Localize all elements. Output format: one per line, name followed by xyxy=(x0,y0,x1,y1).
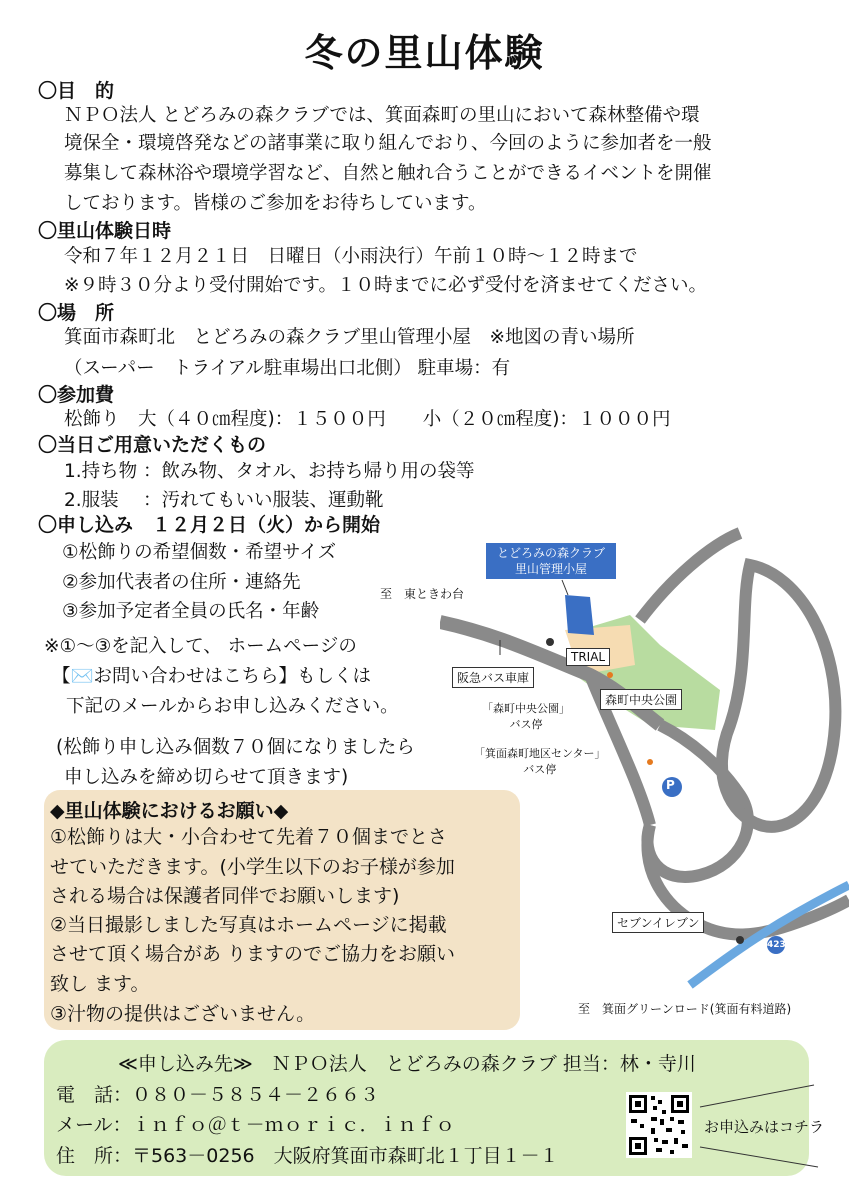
parking-label: P xyxy=(666,778,675,792)
requests-line: させて頂く場合があ りますのでご協力をお願い xyxy=(50,943,456,965)
purpose-line: 募集して森林浴や環境学習など、自然と触れ合うことができるイベントを開催 xyxy=(64,163,712,184)
apply-note: 【✉️お問い合わせはこちら】もしくは xyxy=(52,666,372,687)
requests-line: ①松飾りは大・小合わせて先着７０個までとさ xyxy=(50,826,448,848)
map-label-green-road: 至 箕面グリーンロード(箕面有料道路) xyxy=(578,1002,792,1016)
requests-line: 致し ます。 xyxy=(50,973,150,995)
bus-stop-marker xyxy=(647,759,653,765)
bus-stop-name: 「森町中央公園」 xyxy=(482,702,570,715)
road xyxy=(640,533,740,620)
apply-note: ※①～③を記入して、 ホームページの xyxy=(44,636,357,657)
bus-stop-marker xyxy=(607,672,613,678)
requests-line: ③汁物の提供はございません。 xyxy=(50,1003,316,1025)
page-title: 冬の里山体験 xyxy=(304,31,545,75)
bus-stop-name: 「箕面森町地区センター」 xyxy=(474,747,606,760)
map-label-bus-stop xyxy=(474,745,606,777)
bring-line: 1.持ち物 ：飲み物、タオル、お持ち帰り用の袋等 xyxy=(64,461,475,482)
hut-label-line: 里山管理小屋 xyxy=(514,562,587,576)
purpose-line: ＮＰＯ法人 とどろみの森クラブでは、箕面森町の里山において森林整備や環 xyxy=(64,105,700,126)
contact-header: ≪申し込み先≫ ＮＰＯ法人 とどろみの森クラブ 担当：林・寺川 xyxy=(118,1053,696,1075)
seven-eleven-marker xyxy=(736,936,744,944)
contact-phone[interactable]: 電 話：０８０－５８５４－２６６３ xyxy=(56,1084,380,1106)
purpose-line: しております。皆様のご参加をお待ちしています。 xyxy=(64,193,487,214)
requests-heading: ◆里山体験におけるお願い◆ xyxy=(50,800,289,822)
bus-stop-word: バス停 xyxy=(509,718,543,731)
place-heading: 〇場 所 xyxy=(38,302,115,324)
map-label-bus-stop xyxy=(482,700,570,732)
requests-line: ②当日撮影しました写真はホームページに掲載 xyxy=(50,914,447,936)
bring-line: 2.服装 ：汚れてもいい服装、運動靴 xyxy=(64,490,384,511)
place-line: 箕面市森町北 とどろみの森クラブ里山管理小屋 ※地図の青い場所 xyxy=(64,327,635,348)
hut-label-line: とどろみの森クラブ xyxy=(496,546,605,560)
purpose-line: 境保全・環境啓発などの諸事業に取り組んでおり、今回のように参加者を一般 xyxy=(64,133,712,154)
map-label-park: 森町中央公園 xyxy=(600,689,682,710)
fee-line: 松飾り 大（４０㎝程度)：１５００円 小（２０㎝程度)：１０００円 xyxy=(64,409,671,430)
place-line: （スーパー トライアル駐車場出口北側） 駐車場：有 xyxy=(64,358,511,379)
bus-garage-marker xyxy=(546,638,554,646)
qr-caption: お申込みはコチラ xyxy=(704,1118,825,1136)
requests-line: せていただきます。(小学生以下のお子様が参加 xyxy=(50,856,455,878)
apply-item: ①松飾りの希望個数・希望サイズ xyxy=(62,542,337,563)
datetime-note: ※９時３０分より受付開始です。１０時までに必ず受付を済ませてください。 xyxy=(64,275,708,296)
fee-heading: 〇参加費 xyxy=(38,384,115,406)
datetime-heading: 〇里山体験日時 xyxy=(38,220,172,242)
datetime-line: 令和７年１２月２１日 日曜日（小雨決行）午前１０時～１２時まで xyxy=(64,246,638,267)
map-label-trial: TRIAL xyxy=(566,648,610,666)
map-label-east: 至 東ときわ台 xyxy=(380,587,465,601)
purpose-heading: 〇目 的 xyxy=(38,80,115,102)
contact-email[interactable]: メール：ｉｎｆｏ＠ｔ－ｍｏｒｉｃ．ｉｎｆｏ xyxy=(56,1114,455,1136)
route-number: 423 xyxy=(767,940,786,950)
map-label-bus-garage: 阪急バス車庫 xyxy=(452,667,534,688)
qr-code-icon[interactable] xyxy=(626,1092,692,1158)
hut-marker xyxy=(565,595,594,635)
bus-stop-word: バス停 xyxy=(523,763,557,776)
hut-label xyxy=(486,543,616,579)
apply-item: ③参加予定者全員の氏名・年齢 xyxy=(62,601,320,622)
apply-item: ②参加代表者の住所・連絡先 xyxy=(62,572,301,593)
apply-note: (松飾り申し込み個数７０個になりましたら xyxy=(56,737,415,758)
requests-line: される場合は保護者同伴でお願いします) xyxy=(50,885,400,907)
apply-note: 下記のメールからお申し込みください。 xyxy=(66,696,399,717)
apply-heading: 〇申し込み １２月２日（火）から開始 xyxy=(38,514,381,536)
bring-heading: 〇当日ご用意いただくもの xyxy=(38,434,267,456)
map-label-seven-eleven: セブンイレブン xyxy=(612,912,704,933)
contact-address: 住 所：〒563－0256 大阪府箕面市森町北１丁目１－１ xyxy=(56,1145,559,1167)
apply-note: 申し込みを締め切らせて頂きます) xyxy=(64,767,349,788)
